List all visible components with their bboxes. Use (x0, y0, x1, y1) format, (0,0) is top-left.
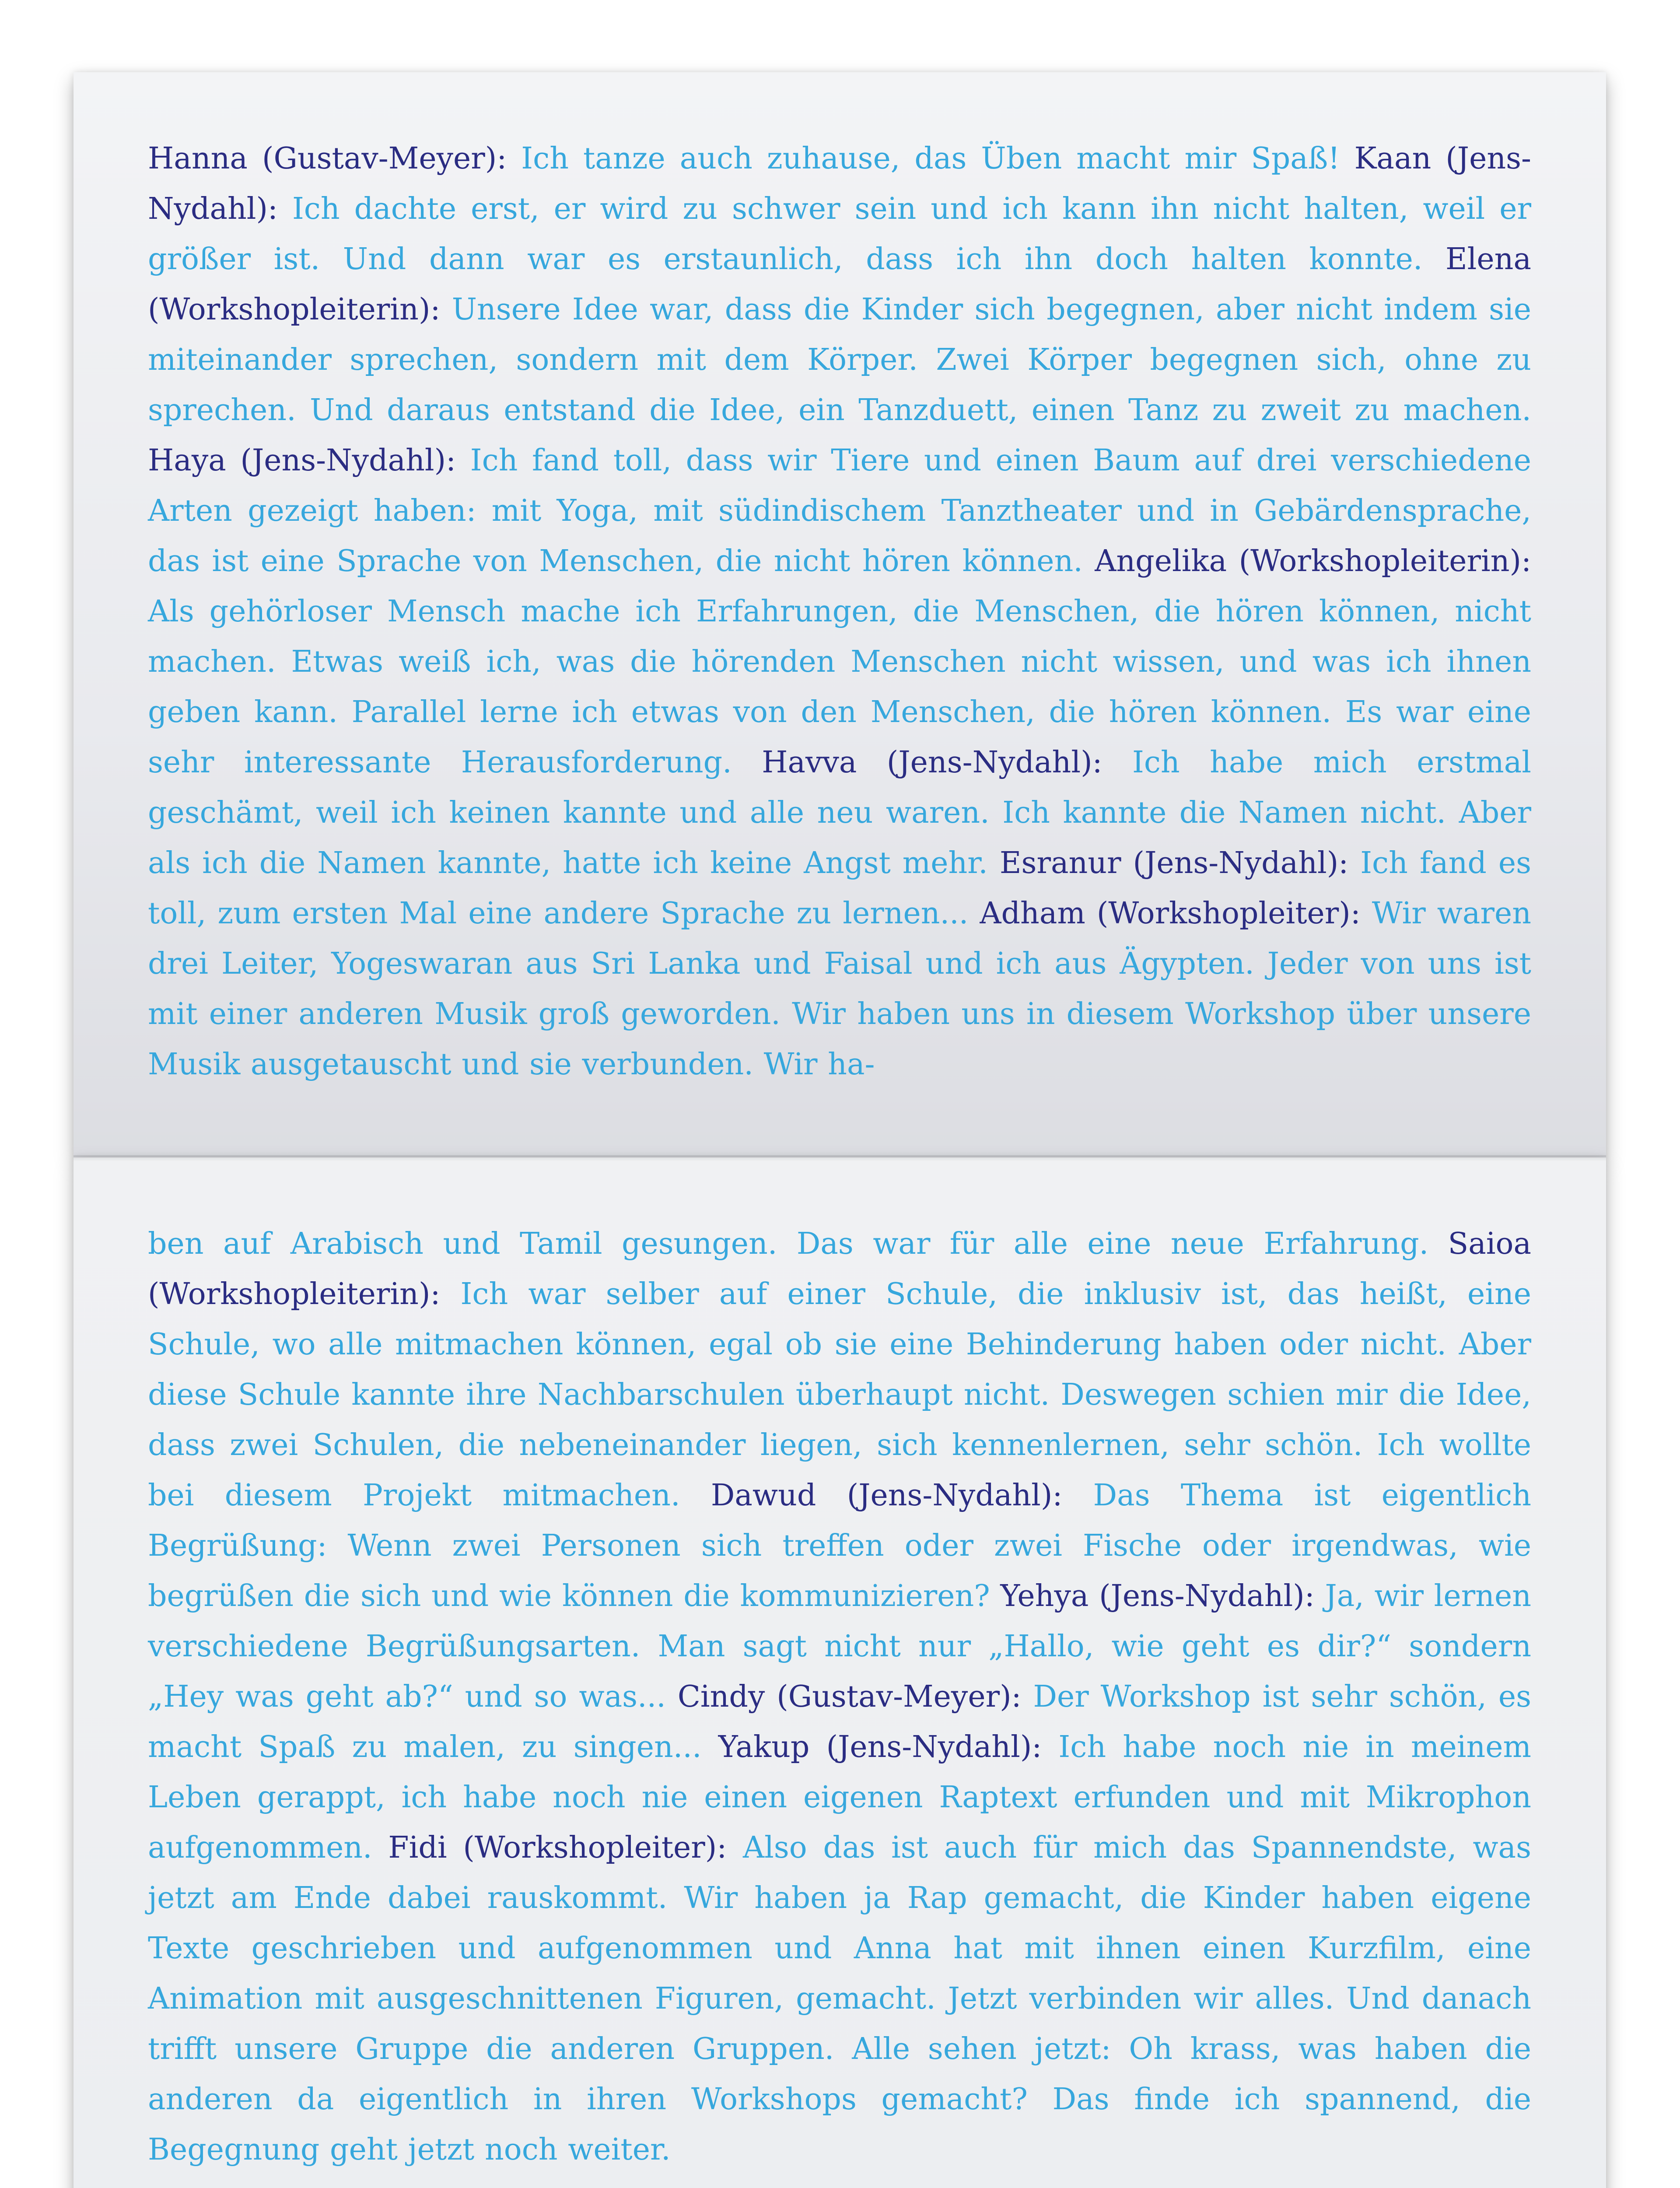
quote-text: Ich war selber auf einer Schule, die inklusiv ist, das heißt, eine Schule, wo alle mitmachen können, egal ob sie eine Behinderung haben oder nicht. Aber diese Schule kannte ihre Nachbarschulen überhaupt nicht. Deswegen schien mir die Idee, dass zwei Schulen, die nebeneinander liegen, sich kennenlernen, sehr schön. Ich wollte bei diesem Projekt mitmachen. (148, 1277, 1531, 1513)
quote-text: ben auf Arabisch und Tamil gesungen. Das war für alle eine neue Erfahrung. (148, 1227, 1429, 1261)
page-fold (74, 1155, 1606, 1161)
quote-text: Ich dachte erst, er wird zu schwer sein und ich kann ihn nicht halten, weil er größer ist. Und dann war es erstaunlich, dass ich ihn doch halten konnte. (148, 192, 1531, 277)
quote-text: Wir waren drei Leiter, Yogeswaran aus Sri Lanka und Faisal und ich aus Ägypten. Jeder von uns ist mit einer anderen Musik groß geworden. Wir haben uns in diesem Workshop über unsere Musik ausgetauscht und sie verbunden. Wir ha- (148, 896, 1531, 1082)
speaker-name: Dawud (Jens-Nydahl): (710, 1478, 1063, 1513)
quote-text: Ich fand toll, dass wir Tiere und einen Baum auf drei verschiedene Arten gezeigt haben: mit Yoga, mit südindischem Tanztheater und in Gebärdensprache, das ist eine Sprache von Menschen, die nicht hören können. (148, 443, 1531, 579)
speaker-name: Kaan (Jens-Nydahl): (148, 141, 1531, 226)
speaker-name: Havva (Jens-Nydahl): (762, 745, 1102, 780)
speaker-name: Adham (Workshopleiter): (980, 896, 1361, 931)
quote-text: Ich tanze auch zuhause, das Üben macht mir Spaß! (521, 141, 1340, 176)
quote-text: Das Thema ist eigentlich Begrüßung: Wenn zwei Personen sich treffen oder zwei Fische oder irgendwas, wie begrüßen die sich und wie können die kommunizieren? (148, 1478, 1532, 1613)
speaker-name: Haya (Jens-Nydahl): (148, 443, 456, 478)
quote-text: Ich fand es toll, zum ersten Mal eine andere Sprache zu lernen... (148, 846, 1532, 931)
quote-text: Ich habe mich erstmal geschämt, weil ich keinen kannte und alle neu waren. Ich kannte die Namen nicht. Aber als ich die Namen kannte, hatte ich keine Angst mehr. (148, 745, 1531, 880)
speaker-name: Esranur (Jens-Nydahl): (999, 846, 1349, 880)
speaker-name: Angelika (Workshopleiterin): (1095, 544, 1531, 579)
speaker-name: Saioa (Workshopleiterin): (148, 1227, 1531, 1311)
speaker-name: Hanna (Gustav-Meyer): (148, 141, 507, 176)
interview-text-top (148, 133, 1531, 1090)
speaker-name: Yehya (Jens-Nydahl): (1000, 1579, 1315, 1613)
quote-text: Ich habe noch nie in meinem Leben gerappt, ich habe noch nie einen eigenen Raptext erfunden und mit Mikrophon aufgenommen. (148, 1730, 1531, 1865)
quote-text: Ja, wir lernen verschiedene Begrüßungsarten. Man sagt nicht nur „Hallo, wie geht es dir?“ sondern „Hey was geht ab?“ und so was... (148, 1579, 1531, 1714)
interview-text-bottom (148, 1219, 1531, 2175)
quote-text: Also das ist auch für mich das Spannendste, was jetzt am Ende dabei rauskommt. Wir haben ja Rap gemacht, die Kinder haben eigene Texte geschrieben und aufgenommen und Anna hat mit ihnen einen Kurzfilm, eine Animation mit ausgeschnittenen Figuren, gemacht. Jetzt verbinden wir alles. Und danach trifft unsere Gruppe die anderen Gruppen. Alle sehen jetzt: Oh krass, was haben die anderen da eigentlich in ihren Workshops gemacht? Das finde ich spannend, die Begegnung geht jetzt noch weiter. (148, 1830, 1531, 2167)
quote-text: Der Workshop ist sehr schön, es macht Spaß zu malen, zu singen... (148, 1680, 1532, 1764)
quote-text: Als gehörloser Mensch mache ich Erfahrungen, die Menschen, die hören können, nicht machen. Etwas weiß ich, was die hörenden Menschen nicht wissen, und was ich ihnen geben kann. Parallel lerne ich etwas von den Menschen, die hören können. Es war eine sehr interessante Herausforderung. (148, 594, 1531, 780)
speaker-name: Elena (Workshopleiterin): (148, 242, 1531, 327)
quote-text: Unsere Idee war, dass die Kinder sich begegnen, aber nicht indem sie miteinander sprechen, sondern mit dem Körper. Zwei Körper begegnen sich, ohne zu sprechen. Und daraus entstand die Idee, ein Tanzduett, einen Tanz zu zweit zu machen. (148, 292, 1532, 428)
speaker-name: Yakup (Jens-Nydahl): (718, 1730, 1042, 1764)
speaker-name: Fidi (Workshopleiter): (388, 1830, 727, 1865)
speaker-name: Cindy (Gustav-Meyer): (677, 1680, 1022, 1714)
